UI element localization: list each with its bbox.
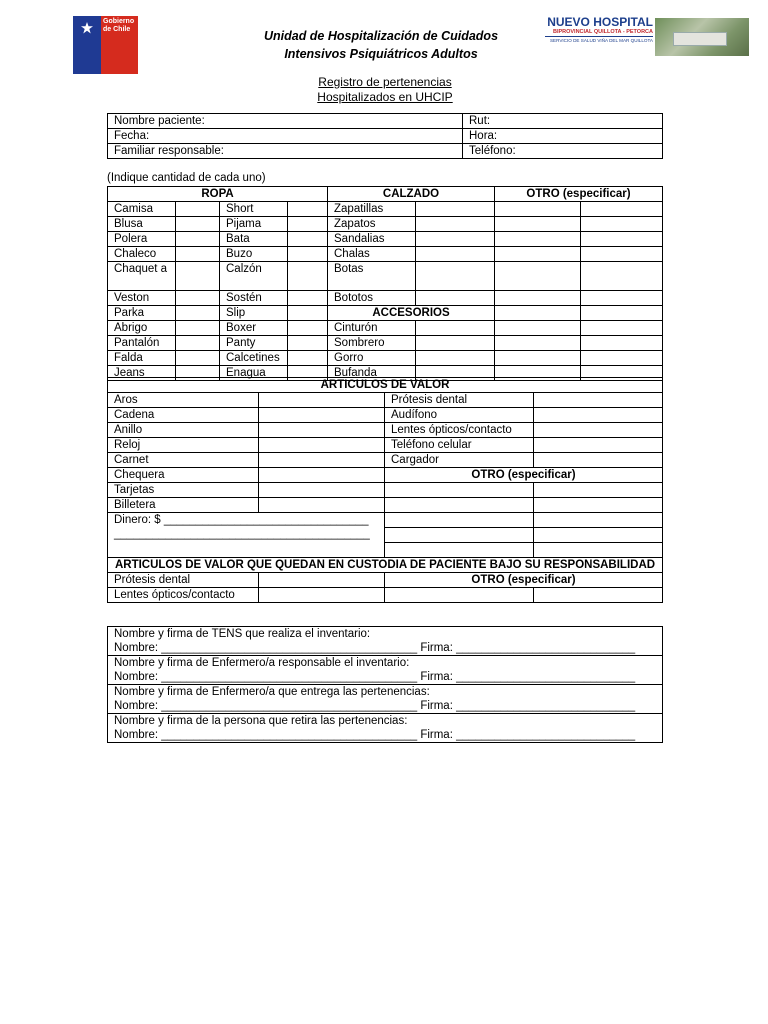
qty-cell[interactable] [288, 321, 328, 336]
qty-cell[interactable] [176, 291, 220, 306]
qty-cell[interactable] [416, 247, 495, 262]
qty-cell[interactable] [581, 202, 663, 217]
qty-cell[interactable] [534, 513, 663, 528]
accesorio-item: Gorro [328, 351, 416, 366]
ropa-item: Pantalón [108, 336, 176, 351]
custody-item: Lentes ópticos/contacto [108, 588, 259, 603]
valuables-otro-header: OTRO (especificar) [385, 468, 663, 483]
qty-cell[interactable] [259, 588, 385, 603]
otro-cell[interactable] [495, 262, 581, 291]
family-responsible-field[interactable]: Familiar responsable: [108, 144, 463, 159]
otro-cell[interactable] [495, 291, 581, 306]
money-line2: ________________________________________ [114, 528, 370, 540]
otro-cell[interactable] [385, 513, 534, 528]
qty-cell[interactable] [288, 202, 328, 217]
qty-cell[interactable] [581, 262, 663, 291]
document-title [200, 27, 562, 63]
qty-cell[interactable] [416, 291, 495, 306]
star-icon [81, 22, 93, 34]
otro-header: OTRO (especificar) [495, 187, 663, 202]
ropa-item: Blusa [108, 217, 176, 232]
otro-cell[interactable] [495, 247, 581, 262]
accesorios-header: ACCESORIOS [328, 306, 495, 321]
ropa-item: Veston [108, 291, 176, 306]
ropa-item: Boxer [220, 321, 288, 336]
time-field[interactable]: Hora: [463, 129, 663, 144]
ropa-item: Slip [220, 306, 288, 321]
ropa-item: Panty [220, 336, 288, 351]
custody-header: ARTICULOS DE VALOR QUE QUEDAN EN CUSTODIA DE PACIENTE BAJO SU RESPONSABILIDAD [108, 558, 663, 573]
qty-cell[interactable] [534, 483, 663, 498]
valuable-item: Carnet [108, 453, 259, 468]
otro-cell[interactable] [495, 306, 581, 321]
ropa-item: Camisa [108, 202, 176, 217]
ropa-item: Polera [108, 232, 176, 247]
qty-cell[interactable] [259, 438, 385, 453]
nuevo-hospital-logo [545, 16, 749, 58]
signatures-table [107, 626, 663, 743]
qty-cell[interactable] [176, 336, 220, 351]
qty-cell[interactable] [581, 217, 663, 232]
calzado-header: CALZADO [328, 187, 495, 202]
qty-cell[interactable] [581, 247, 663, 262]
hospital-logo-sub2: SERVICIO DE SALUD VIÑA DEL MAR QUILLOTA [545, 36, 653, 44]
qty-cell[interactable] [534, 408, 663, 423]
otro-cell[interactable] [495, 336, 581, 351]
signature-block[interactable] [108, 627, 663, 656]
ropa-item: Buzo [220, 247, 288, 262]
patient-info-table [107, 113, 663, 159]
signature-line: Nombre: ________________________________________ Firma: ____________________________ [114, 671, 636, 683]
ropa-item: Calzón [220, 262, 288, 291]
ropa-item: Enagua [220, 366, 288, 381]
qty-cell[interactable] [416, 262, 495, 291]
otro-cell[interactable] [495, 232, 581, 247]
qty-cell[interactable] [534, 543, 663, 558]
qty-cell[interactable] [288, 217, 328, 232]
qty-cell[interactable] [534, 453, 663, 468]
qty-cell[interactable] [259, 573, 385, 588]
qty-cell[interactable] [581, 291, 663, 306]
form-subtitle [200, 75, 570, 105]
qty-cell[interactable] [534, 423, 663, 438]
otro-cell[interactable] [385, 498, 534, 513]
qty-cell[interactable] [534, 498, 663, 513]
ropa-item: Bata [220, 232, 288, 247]
otro-cell[interactable] [495, 351, 581, 366]
accesorio-item: Cinturón [328, 321, 416, 336]
ropa-header: ROPA [108, 187, 328, 202]
calzado-item: Botas [328, 262, 416, 291]
valuable-item: Tarjetas [108, 483, 259, 498]
valuable-item: Prótesis dental [385, 393, 534, 408]
qty-cell[interactable] [416, 202, 495, 217]
calzado-item: Bototos [328, 291, 416, 306]
qty-cell[interactable] [416, 321, 495, 336]
otro-cell[interactable] [385, 528, 534, 543]
title-line2: Intensivos Psiquiátricos Adultos [284, 47, 478, 61]
qty-cell[interactable] [288, 336, 328, 351]
calzado-item: Zapatos [328, 217, 416, 232]
ropa-item: Calcetines [220, 351, 288, 366]
signature-block[interactable] [108, 714, 663, 743]
quantity-note: (Indique cantidad de cada uno) [107, 172, 266, 184]
qty-cell[interactable] [176, 202, 220, 217]
qty-cell[interactable] [581, 232, 663, 247]
calzado-item: Chalas [328, 247, 416, 262]
signature-title: Nombre y firma de Enfermero/a que entrega las pertenencias: [114, 686, 430, 698]
qty-cell[interactable] [259, 393, 385, 408]
ropa-item: Short [220, 202, 288, 217]
ropa-item: Chaquet a [108, 262, 176, 291]
otro-cell[interactable] [385, 588, 534, 603]
qty-cell[interactable] [581, 336, 663, 351]
otro-cell[interactable] [385, 483, 534, 498]
qty-cell[interactable] [259, 468, 385, 483]
valuable-item: Chequera [108, 468, 259, 483]
ropa-item: Chaleco [108, 247, 176, 262]
valuable-item: Cadena [108, 408, 259, 423]
calzado-item: Sandalias [328, 232, 416, 247]
valuable-item: Teléfono celular [385, 438, 534, 453]
qty-cell[interactable] [534, 393, 663, 408]
qty-cell[interactable] [288, 291, 328, 306]
qty-cell[interactable] [581, 351, 663, 366]
qty-cell[interactable] [534, 438, 663, 453]
phone-field[interactable]: Teléfono: [463, 144, 663, 159]
valuable-item: Reloj [108, 438, 259, 453]
calzado-item: Zapatillas [328, 202, 416, 217]
valuables-header: ARTICULOS DE VALOR [108, 378, 663, 393]
custody-otro-header: OTRO (especificar) [385, 573, 663, 588]
qty-cell[interactable] [288, 247, 328, 262]
logo-line2: de Chile [103, 26, 131, 33]
signature-title: Nombre y firma de Enfermero/a responsable el inventario: [114, 657, 410, 669]
accesorio-item: Bufanda [328, 366, 416, 381]
qty-cell[interactable] [288, 262, 328, 291]
hospital-logo-main: NUEVO HOSPITAL [547, 15, 653, 29]
qty-cell[interactable] [259, 498, 385, 513]
qty-cell[interactable] [259, 483, 385, 498]
signature-line: Nombre: ________________________________________ Firma: ____________________________ [114, 700, 636, 712]
signature-line: Nombre: ________________________________________ Firma: ____________________________ [114, 729, 636, 741]
qty-cell[interactable] [416, 217, 495, 232]
qty-cell[interactable] [534, 528, 663, 543]
qty-cell[interactable] [259, 423, 385, 438]
qty-cell[interactable] [416, 351, 495, 366]
signature-block[interactable] [108, 656, 663, 685]
qty-cell[interactable] [259, 453, 385, 468]
subtitle-line2: Hospitalizados en UHCIP [317, 90, 453, 104]
otro-cell[interactable] [495, 217, 581, 232]
qty-cell[interactable] [416, 232, 495, 247]
qty-cell[interactable] [534, 588, 663, 603]
logo-line1: Gobierno [103, 18, 135, 25]
otro-cell[interactable] [495, 202, 581, 217]
ropa-item: Jeans [108, 366, 176, 381]
title-line1: Unidad de Hospitalización de Cuidados [263, 29, 499, 43]
qty-cell[interactable] [288, 306, 328, 321]
qty-cell[interactable] [288, 232, 328, 247]
qty-cell[interactable] [176, 217, 220, 232]
accesorio-item: Sombrero [328, 336, 416, 351]
subtitle-line1: Registro de pertenencias [318, 75, 452, 89]
patient-name-field[interactable]: Nombre paciente: [108, 114, 463, 129]
ropa-item: Falda [108, 351, 176, 366]
qty-cell[interactable] [416, 336, 495, 351]
ropa-item: Sostén [220, 291, 288, 306]
signature-line: Nombre: ________________________________________ Firma: ____________________________ [114, 642, 636, 654]
valuable-item: Audífono [385, 408, 534, 423]
signature-title: Nombre y firma de TENS que realiza el inventario: [114, 628, 371, 640]
qty-cell[interactable] [176, 306, 220, 321]
belongings-table [107, 186, 663, 381]
signature-block[interactable] [108, 685, 663, 714]
qty-cell[interactable] [288, 351, 328, 366]
qty-cell[interactable] [176, 262, 220, 291]
qty-cell[interactable] [259, 408, 385, 423]
ropa-item: Parka [108, 306, 176, 321]
qty-cell[interactable] [581, 306, 663, 321]
hospital-building-image [655, 18, 749, 56]
rut-field[interactable]: Rut: [463, 114, 663, 129]
otro-cell[interactable] [385, 543, 534, 558]
valuables-table [107, 377, 663, 603]
money-line1: Dinero: $ ________________________________ [114, 514, 369, 526]
money-field[interactable] [108, 513, 385, 558]
signature-title: Nombre y firma de la persona que retira las pertenencias: [114, 715, 408, 727]
qty-cell[interactable] [176, 351, 220, 366]
valuable-item: Lentes ópticos/contacto [385, 423, 534, 438]
qty-cell[interactable] [176, 232, 220, 247]
valuable-item: Anillo [108, 423, 259, 438]
hospital-logo-sub1: BIPROVINCIAL QUILLOTA - PETORCA [552, 29, 653, 35]
qty-cell[interactable] [176, 247, 220, 262]
ropa-item: Abrigo [108, 321, 176, 336]
valuable-item: Billetera [108, 498, 259, 513]
ropa-item: Pijama [220, 217, 288, 232]
qty-cell[interactable] [581, 321, 663, 336]
qty-cell[interactable] [176, 321, 220, 336]
valuable-item: Aros [108, 393, 259, 408]
otro-cell[interactable] [495, 321, 581, 336]
valuable-item: Cargador [385, 453, 534, 468]
date-field[interactable]: Fecha: [108, 129, 463, 144]
custody-item: Prótesis dental [108, 573, 259, 588]
gobierno-de-chile-logo [73, 16, 138, 74]
